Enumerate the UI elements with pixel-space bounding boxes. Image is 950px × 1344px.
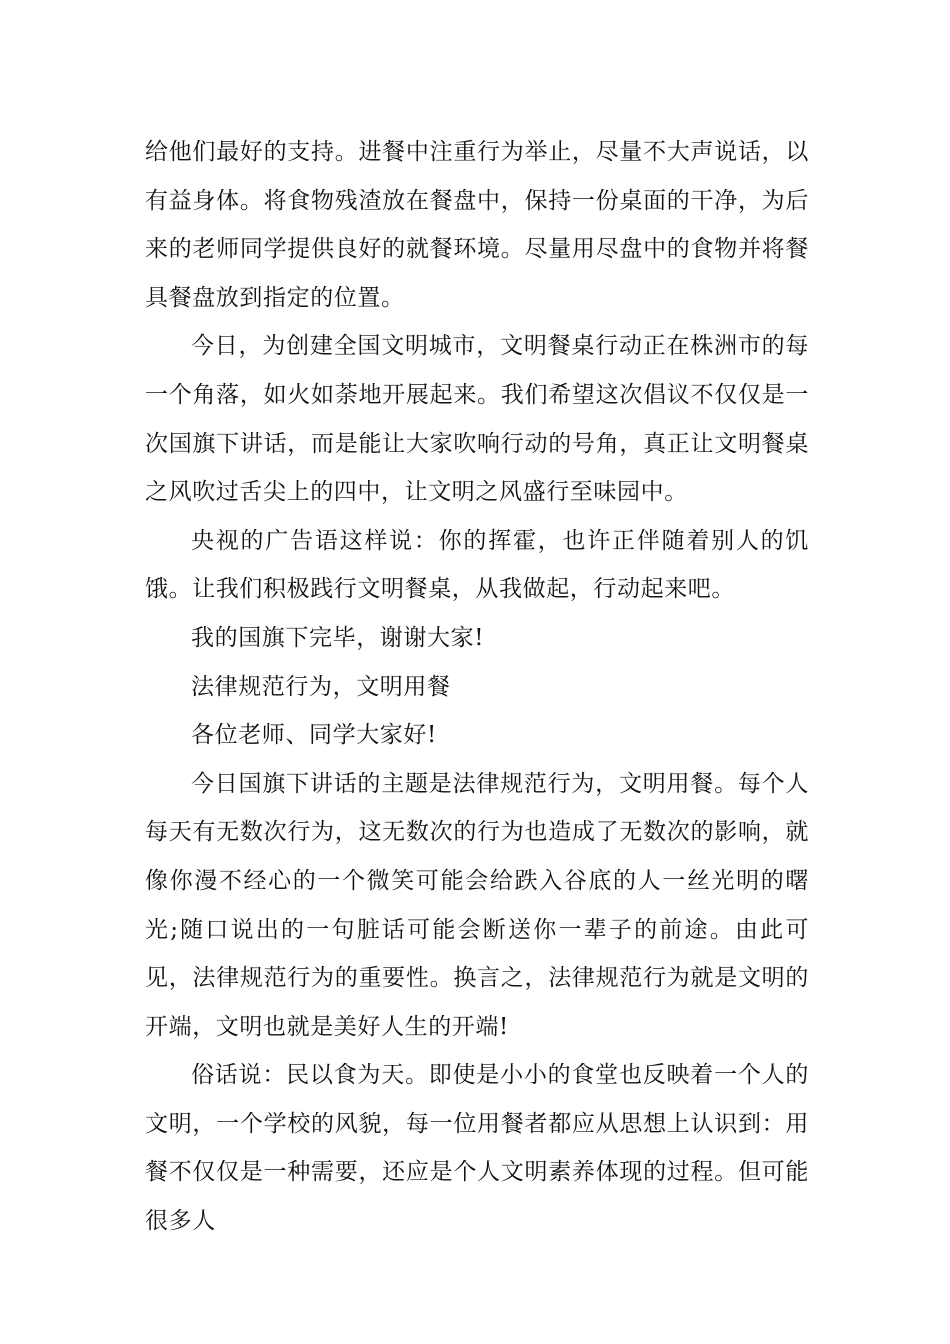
paragraph-proverb: 俗话说：民以食为天。即使是小小的食堂也反映着一个人的文明，一个学校的风貌，每一位用餐者都应从思想上认识到：用餐不仅仅是一种需要，还应是个人文明素养体现的过程。但可能很多人 — [145, 1062, 809, 1235]
paragraph-continuation: 给他们最好的支持。进餐中注重行为举止，尽量不大声说话，以有益身体。将食物残渣放在餐盘中，保持一份桌面的干净，为后来的老师同学提供良好的就餐环境。尽量用尽盘中的食物并将餐具餐盘放到指定的位置。 — [145, 139, 809, 311]
paragraph-cctv-slogan: 央视的广告语这样说：你的挥霍，也许正伴随着别人的饥饿。让我们积极践行文明餐桌，从我做起，行动起来吧。 — [145, 527, 809, 603]
section-title: 法律规范行为，文明用餐 — [191, 673, 451, 700]
document-body — [145, 128, 809, 1246]
paragraph-greeting: 各位老师、同学大家好! — [191, 722, 437, 749]
paragraph-speech-theme: 今日国旗下讲话的主题是法律规范行为，文明用餐。每个人每天有无数次行为，这无数次的行为也造成了无数次的影响，就像你漫不经心的一个微笑可能会给跌入谷底的人一丝光明的曙光;随口说出的一句脏话可能会断送你一辈子的前途。由此可见，法律规范行为的重要性。换言之，法律规范行为就是文明的开端，文明也就是美好人生的开端! — [145, 770, 809, 1040]
paragraph-civilized-city: 今日，为创建全国文明城市，文明餐桌行动正在株洲市的每一个角落，如火如荼地开展起来。我们希望这次倡议不仅仅是一次国旗下讲话，而是能让大家吹响行动的号角，真正让文明餐桌之风吹过舌尖上的四中，让文明之风盛行至味园中。 — [145, 333, 809, 506]
paragraph-closing-thanks: 我的国旗下完毕，谢谢大家! — [191, 624, 485, 651]
